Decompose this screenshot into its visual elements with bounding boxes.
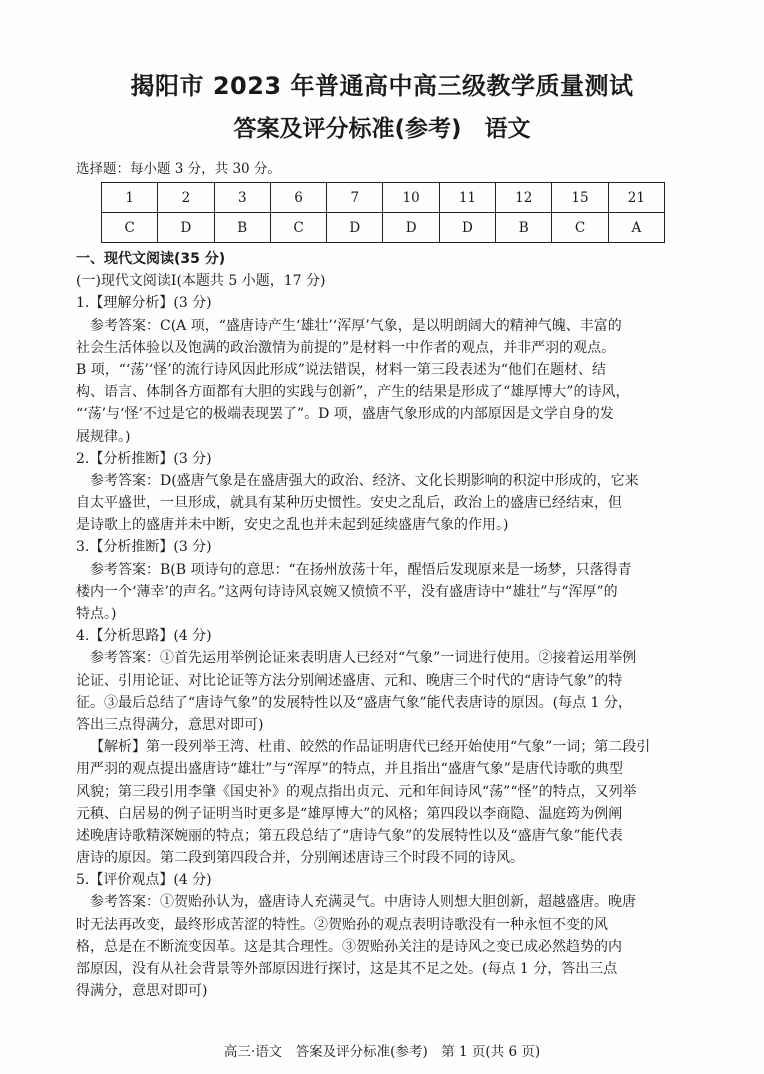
- analysis-line: 风貌；第三段引用李肇《国史补》的观点指出贞元、元和年间诗风“荡”“怪”的特点，又列举: [76, 783, 637, 800]
- analysis-line: 唐诗的原因。第二段到第四段合并，分别阐述唐诗三个时段不同的诗风。: [76, 850, 524, 867]
- answer-line: 楼内一个‘薄幸’的声名。”这两句诗诗风哀婉又愤愤不平，没有盛唐诗中“雄壮”与“浑厚”的: [76, 583, 618, 600]
- answer-line: 特点。): [76, 606, 117, 622]
- answer-cell: C: [552, 213, 608, 243]
- question-number: 1: [102, 183, 158, 213]
- question-heading: 1.【理解分析】(3 分): [76, 295, 212, 312]
- answer-line: 时无法再改变，最终形成苦涩的特性。②贺贻孙的观点表明诗歌没有一种永恒不变的风: [76, 916, 608, 933]
- question-number: 10: [383, 183, 439, 213]
- answer-line: 论证、引用论证、对比论证等方法分别阐述盛唐、元和、晚唐三个时代的“唐诗气象”的特: [76, 672, 623, 689]
- question-number: 2: [158, 183, 214, 213]
- answer-line: 答出三点得满分，意思对即可): [76, 716, 264, 733]
- answer-table-number-row: [102, 183, 665, 213]
- answer-line: 参考答案：①首先运用举例论证来表明唐人已经对“气象”一词进行使用。②接着运用举例: [90, 650, 637, 667]
- question-number: 6: [270, 183, 326, 213]
- answer-line: 部原因，没有从社会背景等外部原因进行探讨，这是其不足之处。(每点 1 分，答出三点: [76, 961, 618, 977]
- answer-line: 是诗歌上的盛唐并未中断，安史之乱也并未起到延续盛唐气象的作用。): [76, 517, 509, 534]
- answer-line: 征。③最后总结了“唐诗气象”的发展特性以及“盛唐气象”能代表唐诗的原因。(每点 1 分，: [76, 694, 632, 711]
- question-number: 11: [439, 183, 495, 213]
- answer-line: 构、语言、体制各方面都有大胆的实践与创新”，产生的结果是形成了“雄厚博大”的诗风，: [76, 384, 630, 401]
- answer-table-answer-row: [102, 213, 665, 243]
- answer-cell: D: [158, 213, 214, 243]
- answer-line: “‘荡’与‘怪’不过是它的极端表现罢了”。D 项，盛唐气象形成的内部原因是文学自身的发: [76, 406, 614, 423]
- analysis-line: 用严羽的观点提出盛唐诗“雄壮”与“浑厚”的特点，并且指出“盛唐气象”是唐代诗歌的典型: [76, 761, 623, 778]
- question-heading: 2.【分析推断】(3 分): [76, 450, 212, 467]
- answer-cell: D: [327, 213, 383, 243]
- answer-line: 得满分，意思对即可): [76, 983, 208, 1000]
- answer-line: 参考答案：D(盛唐气象是在盛唐强大的政治、经济、文化长期影响的积淀中形成的，它来: [90, 472, 639, 489]
- question-heading: 3.【分析推断】(3 分): [76, 539, 212, 556]
- answer-line: B 项，“‘荡’‘怪’的流行诗风因此形成”说法错误，材料一第三段表述为“他们在题材、结: [76, 361, 607, 378]
- answer-cell: C: [270, 213, 326, 243]
- answer-cell: D: [439, 213, 495, 243]
- question-heading: 5.【评价观点】(4 分): [76, 872, 212, 889]
- answer-cell: B: [214, 213, 270, 243]
- answer-line: 参考答案：C(A 项，“盛唐诗产生‘雄壮’‘浑厚’气象，是以明朗阔大的精神气魄、丰富的: [90, 317, 622, 334]
- mcq-label: 选择题：每小题 3 分，共 30 分。: [76, 161, 281, 177]
- answer-line: 参考答案：①贺贻孙认为，盛唐诗人充满灵气。中唐诗人则想大胆创新，超越盛唐。晚唐: [90, 894, 636, 911]
- answer-line: 自太平盛世，一旦形成，就具有某种历史惯性。安史之乱后，政治上的盛唐已经结束，但: [76, 495, 622, 512]
- question-number: 21: [608, 183, 664, 213]
- analysis-line: 元稹、白居易的例子证明当时更多是“雄厚博大”的风格；第四段以李商隐、温庭筠为例阐: [76, 805, 623, 822]
- page-subtitle: 答案及评分标准(参考) 语文: [233, 116, 531, 142]
- answer-line: 展规律。): [76, 428, 131, 445]
- answer-line: 参考答案：B(B 项诗句的意思：“在扬州放荡十年，醒悟后发现原来是一场梦，只落得青: [90, 561, 632, 578]
- answer-body: [76, 248, 696, 1002]
- answer-line: 社会生活体验以及饱满的政治激情为前提的”是材料一中作者的观点，并非严羽的观点。: [76, 339, 616, 356]
- analysis-line: 【解析】第一段列举王湾、杜甫、皎然的作品证明唐代已经开始使用“气象”一词；第二段引: [90, 739, 651, 756]
- question-number: 15: [552, 183, 608, 213]
- question-number: 3: [214, 183, 270, 213]
- answer-cell: A: [608, 213, 664, 243]
- section-heading: 一、现代文阅读(35 分): [76, 251, 226, 267]
- subsection-heading: (一)现代文阅读Ⅰ(本题共 5 小题，17 分): [76, 273, 326, 290]
- question-number: 7: [327, 183, 383, 213]
- answer-table: [101, 182, 665, 243]
- answer-line: 格，总是在不断流变因革。这是其合理性。③贺贻孙关注的是诗风之变已成必然趋势的内: [76, 938, 622, 955]
- answer-cell: C: [102, 213, 158, 243]
- question-number: 12: [496, 183, 552, 213]
- answer-cell: D: [383, 213, 439, 243]
- page-footer: 高三·语文 答案及评分标准(参考) 第 1 页(共 6 页): [223, 1044, 541, 1060]
- analysis-line: 述晚唐诗歌精深婉丽的特点；第五段总结了“唐诗气象”的发展特性以及“盛唐气象”能代表: [76, 827, 623, 844]
- question-heading: 4.【分析思路】(4 分): [76, 628, 212, 645]
- answer-cell: B: [496, 213, 552, 243]
- page-title: 揭阳市 2023 年普通高中高三级教学质量测试: [130, 72, 634, 100]
